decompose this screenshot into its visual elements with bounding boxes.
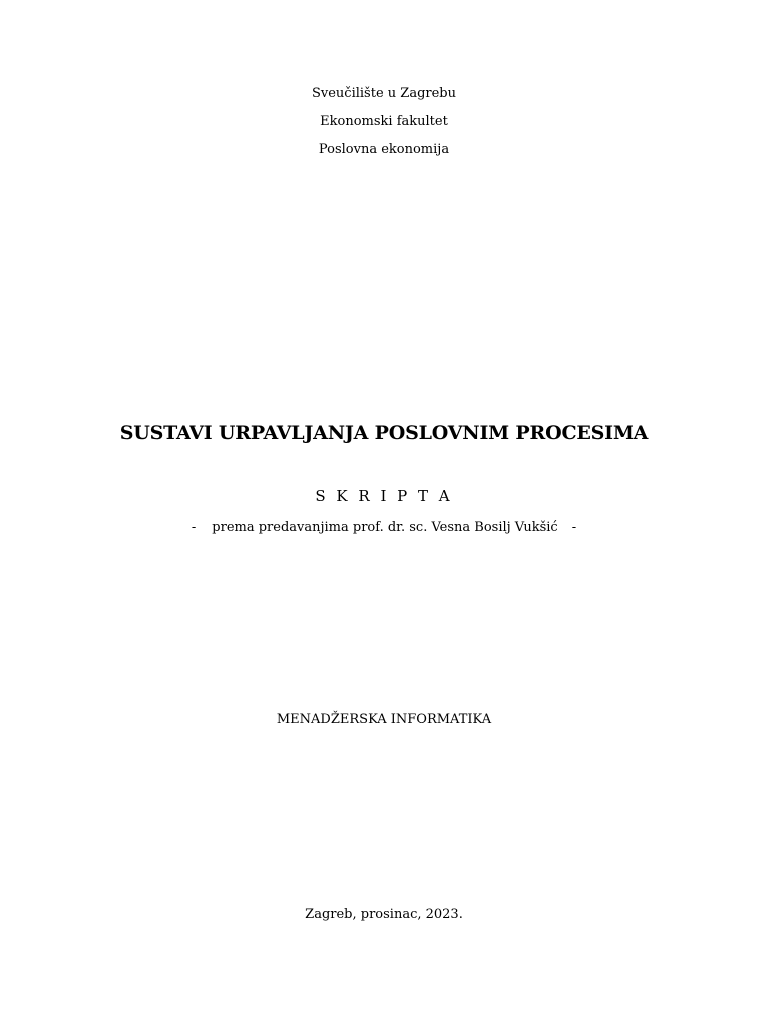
document-type: S K R I P T A <box>315 487 453 505</box>
lecture-subtitle <box>0 520 768 536</box>
study-program: Poslovna ekonomija <box>318 142 450 157</box>
university-name: Sveučilište u Zagrebu <box>311 86 456 101</box>
subtitle-dash-right: - <box>571 520 577 535</box>
department-name: MENADŽERSKA INFORMATIKA <box>276 712 492 727</box>
document-title: SUSTAVI URPAVLJANJA POSLOVNIM PROCESIMA <box>119 422 649 444</box>
subtitle-dash-left: - <box>191 520 197 535</box>
subtitle-text: prema predavanjima prof. dr. sc. Vesna Bosilj Vukšić <box>212 520 558 535</box>
faculty-name: Ekonomski fakultet <box>320 114 448 129</box>
place-and-date: Zagreb, prosinac, 2023. <box>305 907 463 922</box>
